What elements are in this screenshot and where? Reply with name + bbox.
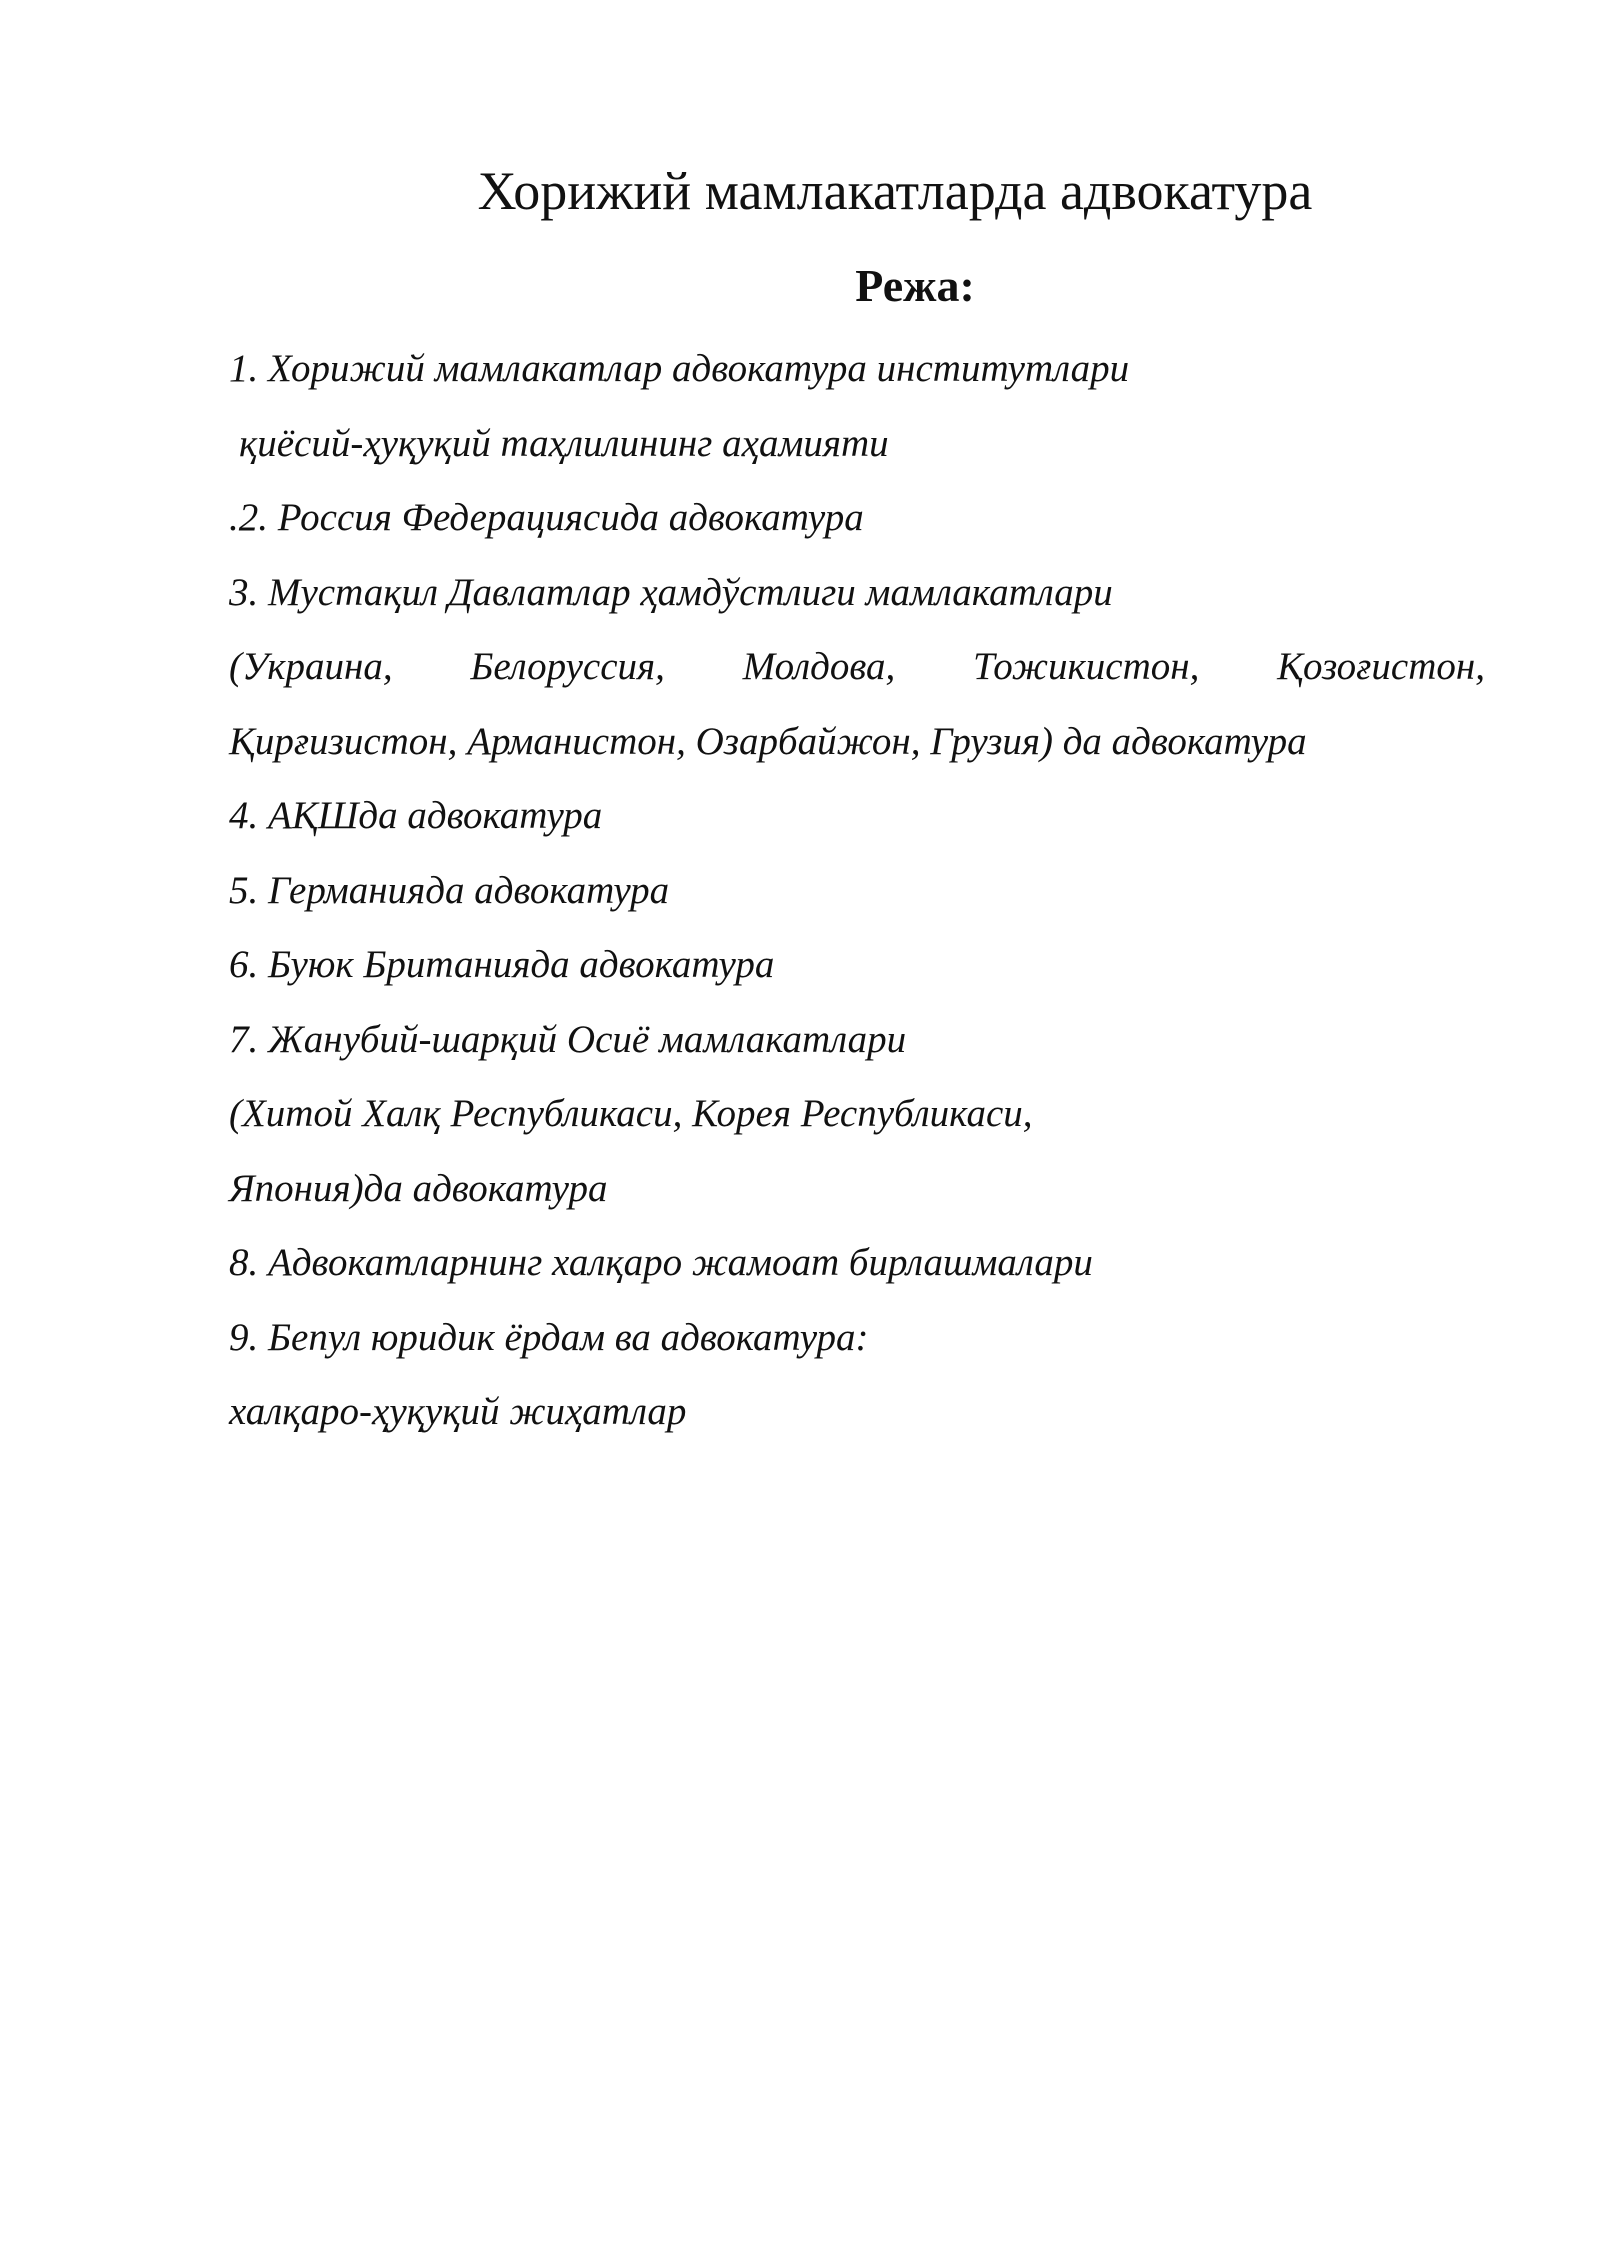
plan-line: Қирғизистон, Арманистон, Озарбайжон, Грузия) да адвокатура xyxy=(229,719,1307,763)
plan-line: (Хитой Халқ Республикаси, Корея Республикаси, xyxy=(229,1092,1033,1135)
plan-list xyxy=(229,332,1485,1450)
plan-line: 3. Мустақил Давлатлар ҳамдўстлиги мамлакатлари xyxy=(229,570,1113,614)
plan-line: 7. Жанубий-шарқий Осиё мамлакатлари xyxy=(229,1017,907,1061)
plan-line: 6. Буюк Британияда адвокатура xyxy=(229,943,775,986)
plan-word: Тожикистон, xyxy=(972,645,1200,688)
plan-line: 9. Бепул юридик ёрдам ва адвокатура: xyxy=(229,1315,869,1359)
plan-line: 4. АҚШда адвокатура xyxy=(229,794,603,837)
plan-line: қиёсий-ҳуқуқий таҳлилининг аҳамияти xyxy=(239,421,889,465)
plan-heading: Режа: xyxy=(855,260,975,311)
plan-word: Молдова, xyxy=(742,645,896,688)
plan-line: Япония)да адвокатура xyxy=(229,1166,608,1210)
plan-word: (Украина, xyxy=(229,645,393,688)
plan-line-justified xyxy=(229,630,1485,705)
plan-line: 5. Германияда адвокатура xyxy=(229,868,670,912)
plan-line: 8. Адвокатларнинг халқаро жамоат бирлашмалари xyxy=(229,1241,1093,1284)
plan-line: халқаро-ҳуқуқий жиҳатлар xyxy=(229,1390,687,1433)
document-title: Хорижий мамлакатларда адвокатура xyxy=(477,161,1313,221)
plan-line: 1. Хорижий мамлакатлар адвокатура институтлари xyxy=(229,347,1130,390)
plan-word: Белоруссия, xyxy=(470,645,665,688)
plan-word: Қозоғистон, xyxy=(1277,645,1485,688)
plan-line: .2. Россия Федерациясида адвокатура xyxy=(229,496,864,539)
